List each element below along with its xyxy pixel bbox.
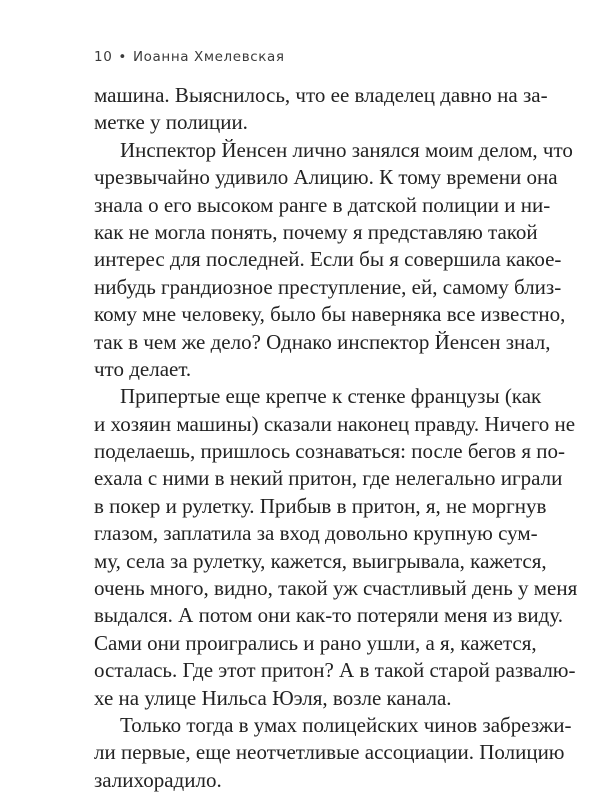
text-line: машина. Выяснилось, что ее владелец давно на за-: [94, 83, 548, 107]
text-line: выдался. А потом они как-то потеряли меня из виду.: [94, 603, 563, 628]
header-separator: •: [118, 49, 127, 65]
text-line: как не могла понять, почему я представляю такой: [94, 219, 538, 244]
text-line: Только тогда в умах полицейских чинов забрезжи-: [120, 712, 572, 737]
text-line: Припертые еще крепче к стенке французы (как: [120, 384, 542, 409]
text-line: интерес для последней. Если бы я совершила какое-: [94, 247, 562, 272]
text-line: нибудь грандиозное преступление, ей, самому близ-: [94, 274, 562, 299]
text-line: кому мне человеку, было бы наверняка все известно,: [94, 302, 566, 327]
body-text: [94, 82, 578, 794]
text-line: в покер и рулетку. Прибыв в притон, я, не моргнув: [94, 493, 547, 518]
text-line: осталась. Где этот притон? А в такой старой развалю-: [94, 658, 576, 683]
text-line: поделаешь, пришлось сознаваться: после бегов я по-: [94, 439, 565, 464]
text-line: му, села за рулетку, кажется, выигрывала, кажется,: [94, 548, 547, 573]
text-line: знала о его высоком ранге в датской полиции и ни-: [94, 192, 551, 217]
text-line: чрезвычайно удивило Алицию. К тому времени она: [94, 165, 558, 190]
text-line: залихорадило.: [94, 767, 222, 792]
text-line: хе на улице Нильса Юэля, возле канала.: [94, 685, 452, 710]
paragraph: [94, 712, 572, 794]
paragraph: [94, 137, 573, 384]
text-line: что делает.: [94, 356, 192, 381]
paragraph: [94, 383, 578, 712]
text-line: ехала с ними в некий притон, где нелегально играли: [94, 466, 563, 491]
page-number: 10: [94, 49, 113, 65]
text-line: очень много, видно, такой уж счастливый день у меня: [94, 576, 578, 601]
text-line: так в чем же дело? Однако инспектор Йенсен знал,: [94, 329, 551, 354]
paragraph: [94, 82, 548, 137]
running-head: [94, 49, 285, 65]
text-line: Инспектор Йенсен лично занялся моим делом, что: [120, 137, 573, 162]
text-line: Сами они проигрались и рано ушли, а я, кажется,: [94, 630, 537, 655]
text-line: метке у полиции.: [94, 110, 248, 135]
author-name: Иоанна Хмелевская: [132, 49, 285, 65]
text-line: глазом, заплатила за вход довольно крупную сум-: [94, 521, 538, 546]
text-line: ли первые, еще неотчетливые ассоциации. Полицию: [94, 740, 565, 765]
text-line: и хозяин машины) сказали наконец правду. Ничего не: [94, 411, 576, 436]
